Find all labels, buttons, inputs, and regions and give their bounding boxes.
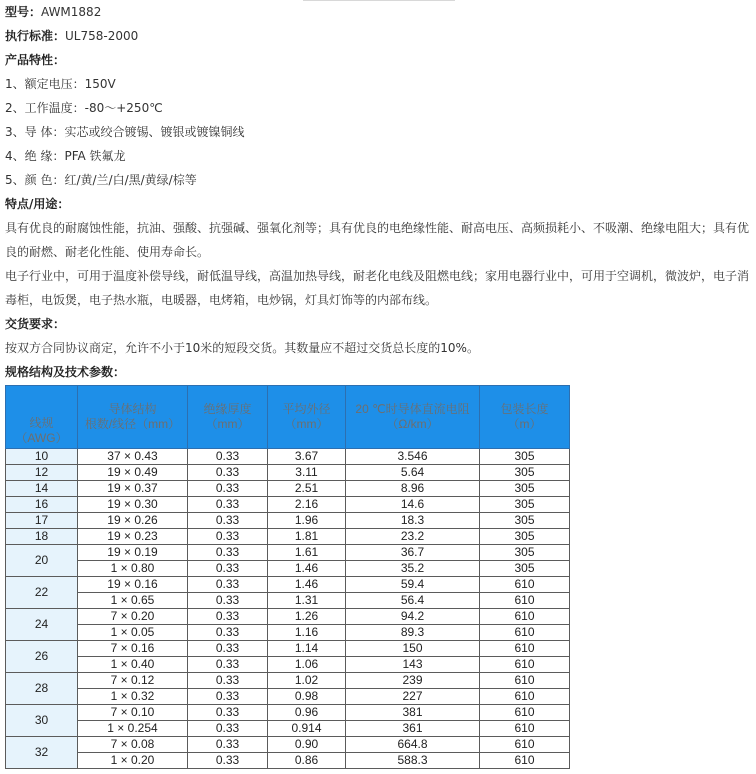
property-label: 1、额定电压：	[5, 77, 85, 91]
column-header: 线规 （AWG）	[6, 386, 78, 449]
table-cell: 0.33	[188, 513, 268, 529]
table-row	[6, 465, 570, 481]
table-cell: 1 × 0.32	[78, 689, 188, 705]
table-row	[6, 625, 570, 641]
property-value: 150V	[84, 77, 116, 91]
table-cell: 610	[480, 673, 570, 689]
table-cell: 610	[480, 737, 570, 753]
table-cell: 664.8	[346, 737, 480, 753]
table-cell: 1 × 0.80	[78, 561, 188, 577]
table-cell: 305	[480, 513, 570, 529]
table-row	[6, 705, 570, 721]
awg-cell: 26	[6, 641, 78, 673]
table-row	[6, 513, 570, 529]
table-cell: 0.33	[188, 673, 268, 689]
table-cell: 23.2	[346, 529, 480, 545]
table-cell: 59.4	[346, 577, 480, 593]
table-cell: 1.81	[268, 529, 346, 545]
table-cell: 2.51	[268, 481, 346, 497]
table-cell: 0.914	[268, 721, 346, 737]
table-cell: 610	[480, 705, 570, 721]
table-cell: 1.16	[268, 625, 346, 641]
table-cell: 3.546	[346, 449, 480, 465]
table-row	[6, 753, 570, 769]
table-cell: 1.61	[268, 545, 346, 561]
table-cell: 19 × 0.16	[78, 577, 188, 593]
table-cell: 610	[480, 657, 570, 673]
table-cell: 7 × 0.08	[78, 737, 188, 753]
spec-heading: 规格结构及技术参数：	[5, 365, 126, 379]
column-header: 包装长度 （m）	[480, 386, 570, 449]
table-row	[6, 529, 570, 545]
column-header: 导体结构 根数/线径（mm）	[78, 386, 188, 449]
usage-paragraph: 电子行业中，可用于温度补偿导线，耐低温导线，高温加热导线，耐老化电线及阻燃电线；家用电器行业中，可用于空调机，微波炉，电子消毒柜，电饭煲，电子热水瓶，电暖器，电烤箱，电炒锅，灯具灯饰等的内部布线。	[5, 269, 750, 307]
table-cell: 0.33	[188, 481, 268, 497]
awg-cell: 28	[6, 673, 78, 705]
table-cell: 7 × 0.20	[78, 609, 188, 625]
table-cell: 361	[346, 721, 480, 737]
delivery-text: 按双方合同协议商定，允许不小于10米的短段交货。其数量应不超过交货总长度的10%。	[5, 341, 479, 355]
property-value: 实芯或绞合镀锡、镀银或镀镍铜线	[64, 125, 245, 139]
table-cell: 1.14	[268, 641, 346, 657]
table-cell: 305	[480, 529, 570, 545]
table-cell: 7 × 0.16	[78, 641, 188, 657]
table-cell: 0.33	[188, 689, 268, 705]
table-cell: 610	[480, 689, 570, 705]
awg-cell: 10	[6, 449, 78, 465]
table-row	[6, 641, 570, 657]
table-cell: 1.06	[268, 657, 346, 673]
column-header: 平均外径 （mm）	[268, 386, 346, 449]
table-cell: 1.31	[268, 593, 346, 609]
table-cell: 19 × 0.49	[78, 465, 188, 481]
table-cell: 1 × 0.40	[78, 657, 188, 673]
table-cell: 381	[346, 705, 480, 721]
table-cell: 3.67	[268, 449, 346, 465]
table-cell: 239	[346, 673, 480, 689]
table-cell: 14.6	[346, 497, 480, 513]
table-cell: 0.98	[268, 689, 346, 705]
table-cell: 610	[480, 609, 570, 625]
awg-cell: 30	[6, 705, 78, 737]
table-cell: 305	[480, 545, 570, 561]
table-row	[6, 609, 570, 625]
table-row	[6, 481, 570, 497]
table-cell: 1.46	[268, 577, 346, 593]
table-cell: 19 × 0.37	[78, 481, 188, 497]
table-cell: 0.33	[188, 721, 268, 737]
table-cell: 18.3	[346, 513, 480, 529]
table-cell: 0.90	[268, 737, 346, 753]
table-cell: 143	[346, 657, 480, 673]
table-row	[6, 593, 570, 609]
property-item	[5, 168, 750, 192]
table-cell: 7 × 0.12	[78, 673, 188, 689]
table-cell: 19 × 0.19	[78, 545, 188, 561]
table-cell: 94.2	[346, 609, 480, 625]
table-cell: 0.33	[188, 561, 268, 577]
property-label: 5、颜 色：	[5, 173, 65, 187]
table-cell: 610	[480, 593, 570, 609]
property-item	[5, 144, 750, 168]
table-cell: 5.64	[346, 465, 480, 481]
table-cell: 0.33	[188, 625, 268, 641]
table-cell: 150	[346, 641, 480, 657]
delivery-heading: 交货要求：	[5, 317, 66, 331]
table-cell: 610	[480, 641, 570, 657]
awg-cell: 12	[6, 465, 78, 481]
product-description	[5, 0, 750, 384]
table-cell: 3.11	[268, 465, 346, 481]
column-header: 绝缘厚度 （mm）	[188, 386, 268, 449]
standard-row	[5, 24, 750, 48]
properties-heading: 产品特性：	[5, 53, 66, 67]
table-cell: 8.96	[346, 481, 480, 497]
features-paragraph: 具有优良的耐腐蚀性能，抗油、强酸、抗强碱、强氧化剂等；具有优良的电绝缘性能、耐高电压、高频损耗小、不吸潮、绝缘电阻大；具有优良的耐燃、耐老化性能、使用寿命长。	[5, 221, 750, 259]
property-value: -80～+250℃	[84, 101, 163, 115]
table-cell: 35.2	[346, 561, 480, 577]
table-row	[6, 449, 570, 465]
table-cell: 305	[480, 497, 570, 513]
table-row	[6, 577, 570, 593]
features-heading: 特点/用途：	[5, 197, 70, 211]
table-cell: 36.7	[346, 545, 480, 561]
awg-cell: 22	[6, 577, 78, 609]
table-row	[6, 721, 570, 737]
awg-cell: 16	[6, 497, 78, 513]
awg-cell: 17	[6, 513, 78, 529]
table-row	[6, 689, 570, 705]
property-value: PFA 铁氟龙	[64, 149, 126, 163]
table-row	[6, 657, 570, 673]
awg-cell: 20	[6, 545, 78, 577]
table-cell: 19 × 0.23	[78, 529, 188, 545]
property-label: 3、导 体：	[5, 125, 65, 139]
model-label: 型号：	[5, 5, 42, 19]
awg-cell: 24	[6, 609, 78, 641]
table-cell: 305	[480, 561, 570, 577]
table-cell: 0.33	[188, 609, 268, 625]
table-cell: 305	[480, 481, 570, 497]
table-row	[6, 561, 570, 577]
table-cell: 1.96	[268, 513, 346, 529]
table-cell: 37 × 0.43	[78, 449, 188, 465]
table-cell: 0.33	[188, 465, 268, 481]
awg-cell: 32	[6, 737, 78, 769]
spec-table	[5, 385, 570, 769]
table-cell: 610	[480, 625, 570, 641]
table-cell: 7 × 0.10	[78, 705, 188, 721]
column-header: 20 ℃时导体直流电阻 （Ω/km）	[346, 386, 480, 449]
table-cell: 2.16	[268, 497, 346, 513]
model-value: AWM1882	[41, 5, 102, 19]
table-cell: 610	[480, 577, 570, 593]
property-value: 红/黄/兰/白/黑/黄绿/棕等	[64, 173, 197, 187]
table-cell: 56.4	[346, 593, 480, 609]
table-cell: 0.33	[188, 753, 268, 769]
table-cell: 1 × 0.20	[78, 753, 188, 769]
table-cell: 0.33	[188, 737, 268, 753]
table-cell: 305	[480, 449, 570, 465]
property-item	[5, 120, 750, 144]
property-label: 4、绝 缘：	[5, 149, 65, 163]
table-cell: 0.33	[188, 641, 268, 657]
table-cell: 610	[480, 753, 570, 769]
table-cell: 0.86	[268, 753, 346, 769]
table-cell: 19 × 0.30	[78, 497, 188, 513]
table-cell: 0.33	[188, 545, 268, 561]
standard-label: 执行标准：	[5, 29, 66, 43]
table-cell: 19 × 0.26	[78, 513, 188, 529]
table-cell: 0.33	[188, 593, 268, 609]
table-cell: 0.33	[188, 449, 268, 465]
table-cell: 89.3	[346, 625, 480, 641]
table-cell: 0.33	[188, 657, 268, 673]
property-item	[5, 96, 750, 120]
standard-value: UL758-2000	[65, 29, 139, 43]
table-row	[6, 673, 570, 689]
table-row	[6, 545, 570, 561]
table-cell: 0.96	[268, 705, 346, 721]
model-row	[5, 0, 750, 24]
table-cell: 0.33	[188, 497, 268, 513]
table-row	[6, 497, 570, 513]
table-header-row	[6, 386, 570, 449]
table-cell: 0.33	[188, 577, 268, 593]
table-cell: 305	[480, 465, 570, 481]
table-cell: 588.3	[346, 753, 480, 769]
table-cell: 0.33	[188, 705, 268, 721]
table-row	[6, 737, 570, 753]
table-cell: 0.33	[188, 529, 268, 545]
awg-cell: 18	[6, 529, 78, 545]
table-cell: 1.26	[268, 609, 346, 625]
property-label: 2、工作温度：	[5, 101, 85, 115]
table-cell: 1 × 0.05	[78, 625, 188, 641]
table-cell: 1.46	[268, 561, 346, 577]
table-cell: 1 × 0.65	[78, 593, 188, 609]
awg-cell: 14	[6, 481, 78, 497]
table-cell: 1.02	[268, 673, 346, 689]
table-cell: 1 × 0.254	[78, 721, 188, 737]
spec-table-body	[6, 449, 570, 769]
property-item	[5, 72, 750, 96]
table-cell: 227	[346, 689, 480, 705]
table-cell: 610	[480, 721, 570, 737]
